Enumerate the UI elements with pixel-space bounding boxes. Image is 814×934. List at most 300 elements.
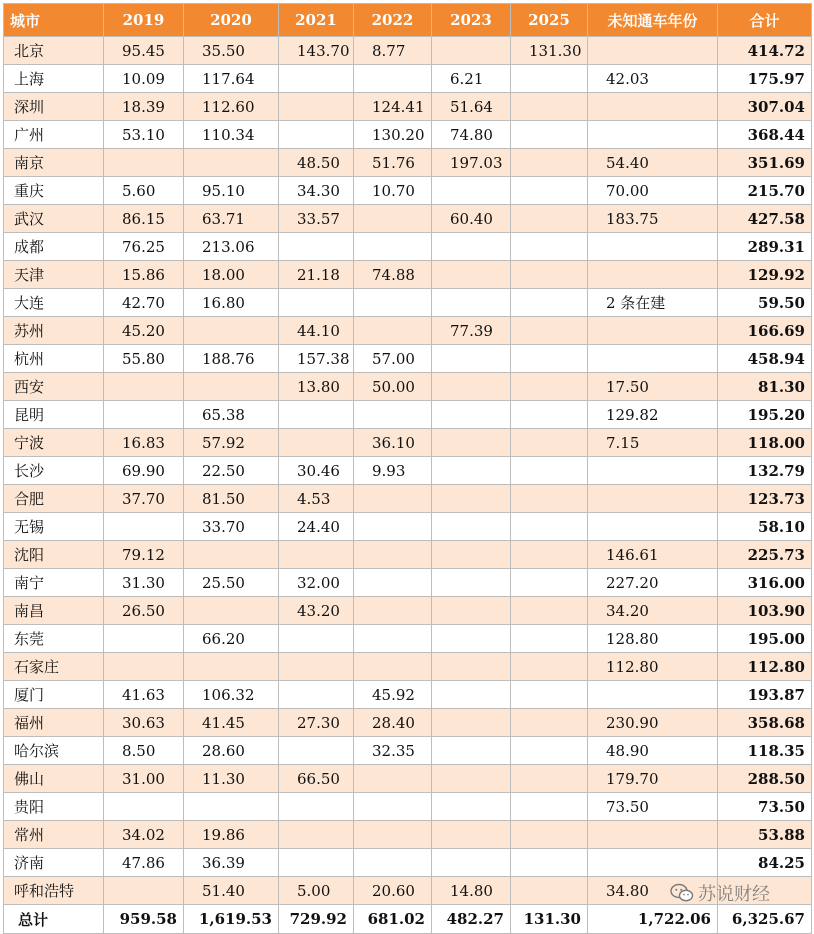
value-cell [511, 765, 588, 793]
value-cell: 106.32 [184, 681, 279, 709]
value-cell: 50.00 [354, 373, 432, 401]
value-cell [432, 513, 511, 541]
value-cell: 16.80 [184, 289, 279, 317]
value-cell [588, 121, 718, 149]
table-row [4, 457, 812, 485]
city-cell: 杭州 [4, 345, 104, 373]
value-cell: 69.90 [104, 457, 184, 485]
value-cell: 20.60 [354, 877, 432, 905]
value-cell [104, 401, 184, 429]
value-cell [588, 457, 718, 485]
value-cell [588, 37, 718, 65]
city-cell: 广州 [4, 121, 104, 149]
value-cell [432, 849, 511, 877]
row-total-cell: 118.35 [718, 737, 812, 765]
value-cell: 42.03 [588, 65, 718, 93]
city-cell: 南昌 [4, 597, 104, 625]
city-cell: 哈尔滨 [4, 737, 104, 765]
value-cell [104, 793, 184, 821]
column-header: 合计 [718, 4, 812, 37]
value-cell: 227.20 [588, 569, 718, 597]
value-cell [104, 149, 184, 177]
value-cell [511, 429, 588, 457]
value-cell: 41.63 [104, 681, 184, 709]
header-row [4, 4, 812, 37]
table-row [4, 653, 812, 681]
row-total-cell: 215.70 [718, 177, 812, 205]
table-row [4, 849, 812, 877]
value-cell: 51.64 [432, 93, 511, 121]
table-row [4, 681, 812, 709]
value-cell [511, 261, 588, 289]
row-total-cell: 123.73 [718, 485, 812, 513]
value-cell: 42.70 [104, 289, 184, 317]
value-cell: 130.20 [354, 121, 432, 149]
value-cell: 76.25 [104, 233, 184, 261]
table-row [4, 177, 812, 205]
row-total-cell: 59.50 [718, 289, 812, 317]
value-cell: 28.60 [184, 737, 279, 765]
value-cell: 5.60 [104, 177, 184, 205]
total-value-cell: 681.02 [354, 905, 432, 934]
value-cell: 21.18 [279, 261, 354, 289]
value-cell: 27.30 [279, 709, 354, 737]
row-total-cell: 73.50 [718, 793, 812, 821]
value-cell [354, 289, 432, 317]
value-cell [511, 457, 588, 485]
city-cell: 武汉 [4, 205, 104, 233]
value-cell [511, 877, 588, 905]
value-cell: 17.50 [588, 373, 718, 401]
value-cell: 37.70 [104, 485, 184, 513]
value-cell: 45.92 [354, 681, 432, 709]
column-header: 城市 [4, 4, 104, 37]
value-cell [279, 429, 354, 457]
value-cell: 8.77 [354, 37, 432, 65]
value-cell [279, 233, 354, 261]
table-row [4, 93, 812, 121]
total-value-cell: 6,325.67 [718, 905, 812, 934]
value-cell: 10.70 [354, 177, 432, 205]
column-header: 2019 [104, 4, 184, 37]
value-cell [432, 345, 511, 373]
value-cell: 128.80 [588, 625, 718, 653]
value-cell: 44.10 [279, 317, 354, 345]
value-cell [511, 485, 588, 513]
value-cell [432, 597, 511, 625]
city-cell: 南宁 [4, 569, 104, 597]
value-cell: 55.80 [104, 345, 184, 373]
value-cell [588, 513, 718, 541]
city-cell: 天津 [4, 261, 104, 289]
value-cell [432, 485, 511, 513]
value-cell [104, 653, 184, 681]
value-cell: 63.71 [184, 205, 279, 233]
row-total-cell: 195.20 [718, 401, 812, 429]
watermark-text: 苏说财经 [698, 884, 770, 905]
table-row [4, 737, 812, 765]
city-cell: 贵阳 [4, 793, 104, 821]
city-metro-table [3, 3, 812, 934]
value-cell [279, 821, 354, 849]
row-total-cell: 53.88 [718, 821, 812, 849]
city-cell: 重庆 [4, 177, 104, 205]
value-cell [104, 877, 184, 905]
value-cell: 188.76 [184, 345, 279, 373]
value-cell: 2 条在建 [588, 289, 718, 317]
value-cell: 110.34 [184, 121, 279, 149]
row-total-cell: 132.79 [718, 457, 812, 485]
city-cell: 成都 [4, 233, 104, 261]
value-cell: 47.86 [104, 849, 184, 877]
value-cell: 15.86 [104, 261, 184, 289]
value-cell: 33.70 [184, 513, 279, 541]
value-cell [279, 541, 354, 569]
value-cell [279, 93, 354, 121]
value-cell: 179.70 [588, 765, 718, 793]
value-cell: 77.39 [432, 317, 511, 345]
table-row [4, 121, 812, 149]
value-cell [511, 93, 588, 121]
city-cell: 厦门 [4, 681, 104, 709]
value-cell [511, 401, 588, 429]
value-cell: 66.20 [184, 625, 279, 653]
value-cell [354, 653, 432, 681]
row-total-cell: 368.44 [718, 121, 812, 149]
value-cell [588, 681, 718, 709]
value-cell [511, 653, 588, 681]
total-row [4, 905, 812, 934]
value-cell: 86.15 [104, 205, 184, 233]
value-cell: 143.70 [279, 37, 354, 65]
value-cell: 79.12 [104, 541, 184, 569]
city-cell: 合肥 [4, 485, 104, 513]
value-cell: 45.20 [104, 317, 184, 345]
value-cell: 74.88 [354, 261, 432, 289]
value-cell [432, 541, 511, 569]
value-cell [432, 821, 511, 849]
value-cell [354, 793, 432, 821]
city-cell: 北京 [4, 37, 104, 65]
value-cell: 4.53 [279, 485, 354, 513]
value-cell [279, 653, 354, 681]
value-cell: 117.64 [184, 65, 279, 93]
value-cell [184, 317, 279, 345]
row-total-cell: 58.10 [718, 513, 812, 541]
value-cell: 213.06 [184, 233, 279, 261]
city-cell: 西安 [4, 373, 104, 401]
value-cell [511, 65, 588, 93]
table-row [4, 513, 812, 541]
city-cell: 南京 [4, 149, 104, 177]
value-cell [588, 317, 718, 345]
value-cell [354, 513, 432, 541]
value-cell: 41.45 [184, 709, 279, 737]
total-label: 总计 [4, 905, 104, 934]
value-cell: 31.00 [104, 765, 184, 793]
value-cell [279, 737, 354, 765]
value-cell: 157.38 [279, 345, 354, 373]
value-cell: 54.40 [588, 149, 718, 177]
city-cell: 长沙 [4, 457, 104, 485]
value-cell: 22.50 [184, 457, 279, 485]
value-cell: 35.50 [184, 37, 279, 65]
value-cell [354, 233, 432, 261]
value-cell: 5.00 [279, 877, 354, 905]
value-cell [432, 177, 511, 205]
value-cell [511, 373, 588, 401]
value-cell [354, 821, 432, 849]
value-cell [432, 653, 511, 681]
row-total-cell: 118.00 [718, 429, 812, 457]
value-cell: 31.30 [104, 569, 184, 597]
row-total-cell: 81.30 [718, 373, 812, 401]
value-cell: 14.80 [432, 877, 511, 905]
value-cell: 51.76 [354, 149, 432, 177]
value-cell: 13.80 [279, 373, 354, 401]
table-row [4, 233, 812, 261]
row-total-cell: 288.50 [718, 765, 812, 793]
column-header: 2021 [279, 4, 354, 37]
value-cell [432, 569, 511, 597]
total-value-cell: 131.30 [511, 905, 588, 934]
value-cell [511, 149, 588, 177]
row-total-cell: 175.97 [718, 65, 812, 93]
value-cell: 34.02 [104, 821, 184, 849]
value-cell: 60.40 [432, 205, 511, 233]
value-cell: 146.61 [588, 541, 718, 569]
value-cell: 32.35 [354, 737, 432, 765]
table-row [4, 485, 812, 513]
table-row [4, 205, 812, 233]
value-cell: 34.20 [588, 597, 718, 625]
city-cell: 石家庄 [4, 653, 104, 681]
value-cell [511, 737, 588, 765]
value-cell: 48.50 [279, 149, 354, 177]
value-cell: 30.46 [279, 457, 354, 485]
value-cell [184, 373, 279, 401]
row-total-cell: 193.87 [718, 681, 812, 709]
value-cell [279, 65, 354, 93]
value-cell [279, 289, 354, 317]
row-total-cell: 414.72 [718, 37, 812, 65]
table-row [4, 597, 812, 625]
total-value-cell: 482.27 [432, 905, 511, 934]
column-header: 2025 [511, 4, 588, 37]
row-total-cell: 112.80 [718, 653, 812, 681]
value-cell: 74.80 [432, 121, 511, 149]
table-row [4, 317, 812, 345]
value-cell: 11.30 [184, 765, 279, 793]
value-cell [184, 149, 279, 177]
row-total-cell: 195.00 [718, 625, 812, 653]
value-cell [511, 121, 588, 149]
row-total-cell: 166.69 [718, 317, 812, 345]
row-total-cell: 84.25 [718, 849, 812, 877]
value-cell [511, 793, 588, 821]
value-cell [511, 681, 588, 709]
row-total-cell: 289.31 [718, 233, 812, 261]
table-row [4, 149, 812, 177]
value-cell: 18.39 [104, 93, 184, 121]
row-total-cell: 427.58 [718, 205, 812, 233]
value-cell: 34.30 [279, 177, 354, 205]
value-cell [104, 625, 184, 653]
value-cell [184, 541, 279, 569]
value-cell [432, 793, 511, 821]
value-cell [354, 317, 432, 345]
value-cell: 34.80 [588, 877, 718, 905]
table-row [4, 401, 812, 429]
value-cell: 25.50 [184, 569, 279, 597]
column-header: 未知通车年份 [588, 4, 718, 37]
total-value-cell: 959.58 [104, 905, 184, 934]
column-header: 2023 [432, 4, 511, 37]
row-total-cell: 316.00 [718, 569, 812, 597]
value-cell [432, 289, 511, 317]
row-total-cell: 351.69 [718, 149, 812, 177]
value-cell: 112.60 [184, 93, 279, 121]
value-cell: 197.03 [432, 149, 511, 177]
value-cell [432, 765, 511, 793]
value-cell: 95.10 [184, 177, 279, 205]
value-cell [511, 233, 588, 261]
value-cell [511, 709, 588, 737]
value-cell [588, 485, 718, 513]
row-total-cell: 103.90 [718, 597, 812, 625]
value-cell [588, 261, 718, 289]
city-cell: 无锡 [4, 513, 104, 541]
value-cell: 73.50 [588, 793, 718, 821]
value-cell [184, 793, 279, 821]
value-cell [354, 849, 432, 877]
value-cell: 8.50 [104, 737, 184, 765]
value-cell: 7.15 [588, 429, 718, 457]
city-cell: 福州 [4, 709, 104, 737]
value-cell [511, 849, 588, 877]
value-cell [354, 401, 432, 429]
row-total-cell: 129.92 [718, 261, 812, 289]
city-cell: 常州 [4, 821, 104, 849]
total-value-cell: 1,722.06 [588, 905, 718, 934]
table-row [4, 373, 812, 401]
value-cell [354, 485, 432, 513]
value-cell: 183.75 [588, 205, 718, 233]
column-header: 2022 [354, 4, 432, 37]
table-row [4, 37, 812, 65]
value-cell: 70.00 [588, 177, 718, 205]
value-cell [184, 653, 279, 681]
value-cell: 36.39 [184, 849, 279, 877]
value-cell [354, 569, 432, 597]
value-cell [511, 289, 588, 317]
value-cell [432, 261, 511, 289]
value-cell: 24.40 [279, 513, 354, 541]
value-cell: 95.45 [104, 37, 184, 65]
value-cell [511, 177, 588, 205]
value-cell [432, 457, 511, 485]
column-header: 2020 [184, 4, 279, 37]
value-cell: 230.90 [588, 709, 718, 737]
value-cell [588, 849, 718, 877]
table-row [4, 709, 812, 737]
value-cell [432, 373, 511, 401]
table-row [4, 289, 812, 317]
value-cell: 18.00 [184, 261, 279, 289]
table-row [4, 793, 812, 821]
value-cell [511, 597, 588, 625]
value-cell [432, 401, 511, 429]
value-cell [588, 93, 718, 121]
value-cell [354, 597, 432, 625]
city-cell: 昆明 [4, 401, 104, 429]
value-cell: 6.21 [432, 65, 511, 93]
table-row [4, 569, 812, 597]
value-cell [511, 205, 588, 233]
city-cell: 宁波 [4, 429, 104, 457]
value-cell [432, 709, 511, 737]
city-cell: 呼和浩特 [4, 877, 104, 905]
city-metro-table-container [3, 3, 811, 931]
value-cell: 57.00 [354, 345, 432, 373]
value-cell [511, 513, 588, 541]
value-cell [432, 625, 511, 653]
value-cell: 53.10 [104, 121, 184, 149]
row-total-cell: 458.94 [718, 345, 812, 373]
value-cell: 9.93 [354, 457, 432, 485]
table-row [4, 625, 812, 653]
value-cell [511, 821, 588, 849]
value-cell [511, 541, 588, 569]
value-cell [354, 625, 432, 653]
value-cell [588, 233, 718, 261]
city-cell: 苏州 [4, 317, 104, 345]
value-cell: 32.00 [279, 569, 354, 597]
value-cell [588, 345, 718, 373]
value-cell: 48.90 [588, 737, 718, 765]
total-value-cell: 1,619.53 [184, 905, 279, 934]
table-row [4, 345, 812, 373]
value-cell [354, 65, 432, 93]
city-cell: 东莞 [4, 625, 104, 653]
value-cell [511, 569, 588, 597]
value-cell [279, 401, 354, 429]
value-cell [279, 681, 354, 709]
table-row [4, 821, 812, 849]
value-cell [354, 765, 432, 793]
table-row [4, 65, 812, 93]
city-cell: 济南 [4, 849, 104, 877]
value-cell: 81.50 [184, 485, 279, 513]
value-cell [279, 625, 354, 653]
value-cell [432, 737, 511, 765]
table-row [4, 261, 812, 289]
value-cell [104, 513, 184, 541]
value-cell [354, 205, 432, 233]
row-total-cell: 225.73 [718, 541, 812, 569]
value-cell: 57.92 [184, 429, 279, 457]
city-cell: 沈阳 [4, 541, 104, 569]
value-cell: 112.80 [588, 653, 718, 681]
value-cell [588, 821, 718, 849]
value-cell: 28.40 [354, 709, 432, 737]
city-cell: 大连 [4, 289, 104, 317]
value-cell [432, 233, 511, 261]
row-total-cell: 358.68 [718, 709, 812, 737]
value-cell [279, 121, 354, 149]
value-cell: 66.50 [279, 765, 354, 793]
table-row [4, 541, 812, 569]
